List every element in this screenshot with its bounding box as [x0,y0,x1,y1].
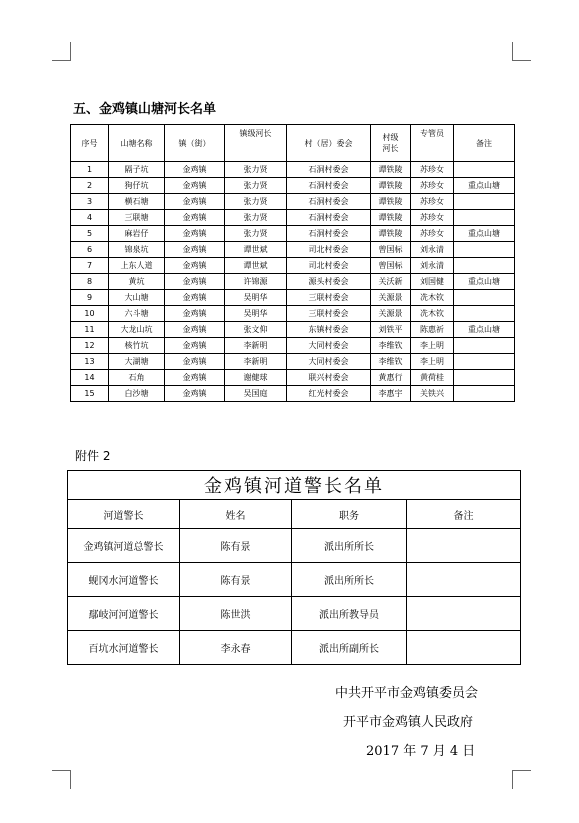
table-cell [454,306,515,322]
table-cell: 关源景 [371,306,411,322]
table-body [71,162,515,402]
crop-mark-top-right [512,42,531,61]
column-header: 备注 [454,125,515,162]
table-cell: 张力贤 [225,178,287,194]
table-cell: 大龙山坑 [109,322,165,338]
table-cell: 金鸡镇河道总警长 [68,529,180,563]
table-row [71,210,515,226]
table-cell: 金鸡镇 [165,274,225,290]
table-cell: 上东人道 [109,258,165,274]
table-cell: 司北村委会 [287,258,371,274]
table-cell: 9 [71,290,109,306]
table-cell [454,258,515,274]
table-cell [454,370,515,386]
table-cell: 重点山塘 [454,274,515,290]
crop-mark-top-left [52,42,71,61]
table-cell: 吴明华 [225,290,287,306]
table-cell: 刘永清 [411,242,454,258]
table-cell [407,631,521,665]
table-cell: 4 [71,210,109,226]
table-cell: 大湖塘 [109,354,165,370]
reservoir-river-chief-table [70,124,515,402]
table-cell: 三联塘 [109,210,165,226]
table-cell: 大山塘 [109,290,165,306]
column-header: 专管员 [411,125,454,162]
table-cell: 谭铁陵 [371,210,411,226]
table-row [71,370,515,386]
table-cell: 曾国标 [371,242,411,258]
table-row [71,290,515,306]
table-cell: 谭世斌 [225,258,287,274]
table-row [71,258,515,274]
table-row [71,338,515,354]
table-cell: 重点山塘 [454,322,515,338]
table-cell: 黄惠行 [371,370,411,386]
table-row [68,563,521,597]
table-row [68,631,521,665]
table-header-row [68,500,521,529]
table-cell [454,386,515,402]
table-cell: 14 [71,370,109,386]
crop-mark-bottom-right [512,770,531,789]
table-cell: 1 [71,162,109,178]
table-cell: 3 [71,194,109,210]
column-header: 村（居）委会 [287,125,371,162]
table-cell: 7 [71,258,109,274]
table-cell: 金鸡镇 [165,210,225,226]
table-title: 金鸡镇河道警长名单 [68,471,521,500]
table-cell: 关铁兴 [411,386,454,402]
table-row [68,529,521,563]
table-cell: 派出所副所长 [292,631,407,665]
table-cell: 6 [71,242,109,258]
table-cell: 谭铁陵 [371,226,411,242]
table-cell: 金鸡镇 [165,226,225,242]
table-row [71,162,515,178]
table-cell: 张文仰 [225,322,287,338]
table-cell: 李新明 [225,338,287,354]
table-cell: 关沃新 [371,274,411,290]
table-cell: 石角 [109,370,165,386]
table-cell [454,162,515,178]
table-cell: 5 [71,226,109,242]
table-cell: 横石塘 [109,194,165,210]
table-cell: 红光村委会 [287,386,371,402]
table-cell: 金鸡镇 [165,354,225,370]
table-cell: 李新明 [225,354,287,370]
column-header: 姓名 [180,500,292,529]
table-cell: 重点山塘 [454,178,515,194]
table-cell: 刘铁平 [371,322,411,338]
table-cell: 重点山塘 [454,226,515,242]
table-cell: 关源景 [371,290,411,306]
crop-mark-bottom-left [52,770,71,789]
table-cell: 张力贤 [225,194,287,210]
table-body [68,471,521,665]
table-row [68,597,521,631]
signature-org-government: 开平市金鸡镇人民政府 [343,715,474,730]
table-title-row [68,471,521,500]
table-cell: 谭铁陵 [371,178,411,194]
table-cell: 金鸡镇 [165,322,225,338]
column-header: 职务 [292,500,407,529]
table-cell: 许锦源 [225,274,287,290]
table-cell: 金鸡镇 [165,194,225,210]
column-header: 镇级河长 [225,125,287,162]
table-cell: 隔子坑 [109,162,165,178]
table-cell [454,194,515,210]
table-cell: 石洞村委会 [287,226,371,242]
signature-org-party-committee: 中共开平市金鸡镇委员会 [335,686,479,701]
table-cell: 石洞村委会 [287,178,371,194]
table-cell: 谭世斌 [225,242,287,258]
table-cell: 司北村委会 [287,242,371,258]
table-cell: 2 [71,178,109,194]
table-cell: 冼木钦 [411,306,454,322]
table-cell: 石洞村委会 [287,210,371,226]
table-cell: 陈有景 [180,529,292,563]
table-cell: 派出所所长 [292,529,407,563]
attachment-label: 附件 2 [75,449,111,463]
table-cell: 刘国健 [411,274,454,290]
table-cell: 苏珍女 [411,194,454,210]
table-cell: 李上明 [411,338,454,354]
table-cell: 三联村委会 [287,290,371,306]
table-cell: 8 [71,274,109,290]
table-cell: 冼木钦 [411,290,454,306]
table-cell: 12 [71,338,109,354]
table-cell: 金鸡镇 [165,370,225,386]
table-cell [454,290,515,306]
table-cell: 大同村委会 [287,354,371,370]
table-header-row [71,125,515,162]
table-cell: 苏珍女 [411,162,454,178]
table-cell: 苏珍女 [411,226,454,242]
table-cell: 谭铁陵 [371,162,411,178]
table-cell: 刘永清 [411,258,454,274]
table-cell: 李维钦 [371,338,411,354]
table-cell: 李永春 [180,631,292,665]
table-cell: 白沙塘 [109,386,165,402]
table-cell: 陈有景 [180,563,292,597]
signature-date: 2017 年 7 月 4 日 [366,744,476,759]
table-cell: 张力贤 [225,162,287,178]
table-cell: 金鸡镇 [165,258,225,274]
table-cell: 金鸡镇 [165,178,225,194]
table-cell: 李维钦 [371,354,411,370]
table-cell [454,210,515,226]
table-cell: 麻岩仔 [109,226,165,242]
table-cell: 三联村委会 [287,306,371,322]
table-cell: 金鸡镇 [165,386,225,402]
table-cell: 石洞村委会 [287,162,371,178]
table-cell: 吴明华 [225,306,287,322]
table-cell: 李上明 [411,354,454,370]
table-cell: 金鸡镇 [165,306,225,322]
table-cell: 核竹坑 [109,338,165,354]
column-header: 序号 [71,125,109,162]
table-cell: 曾国标 [371,258,411,274]
table-cell: 陈世洪 [180,597,292,631]
table-cell: 黄坑 [109,274,165,290]
table-cell: 源头村委会 [287,274,371,290]
column-header: 镇（街） [165,125,225,162]
table-cell: 吴国庭 [225,386,287,402]
table-cell: 谢健球 [225,370,287,386]
table-row [71,322,515,338]
table-row [71,386,515,402]
section-title: 五、金鸡镇山塘河长名单 [73,102,217,117]
table-cell: 谭铁陵 [371,194,411,210]
table-cell: 金鸡镇 [165,162,225,178]
table-cell: 派出所所长 [292,563,407,597]
table-row [71,178,515,194]
table-cell: 蚬冈水河道警长 [68,563,180,597]
table-cell: 金鸡镇 [165,338,225,354]
table-cell: 百坑水河道警长 [68,631,180,665]
table-cell: 13 [71,354,109,370]
table-cell: 派出所教导员 [292,597,407,631]
table-cell: 锦泉坑 [109,242,165,258]
table-cell [407,529,521,563]
column-header: 山塘名称 [109,125,165,162]
table-cell: 张力贤 [225,210,287,226]
table-cell [407,563,521,597]
table-cell: 张力贤 [225,226,287,242]
table-cell: 11 [71,322,109,338]
table-cell [454,354,515,370]
table-row [71,242,515,258]
table-cell: 陈惠祈 [411,322,454,338]
table-cell: 六斗塘 [109,306,165,322]
table-cell: 大同村委会 [287,338,371,354]
table-cell [454,338,515,354]
column-header: 村级河长 [371,125,411,162]
table-row [71,306,515,322]
table-cell: 李惠宇 [371,386,411,402]
table-cell: 苏珍女 [411,210,454,226]
river-police-chief-table [67,470,521,665]
table-cell: 鄢岐河河道警长 [68,597,180,631]
table-cell: 苏珍女 [411,178,454,194]
table-cell: 联兴村委会 [287,370,371,386]
table-cell: 金鸡镇 [165,242,225,258]
table-cell [454,242,515,258]
table-row [71,226,515,242]
table-cell: 石洞村委会 [287,194,371,210]
table-cell: 金鸡镇 [165,290,225,306]
column-header: 河道警长 [68,500,180,529]
table-cell: 黄荷桂 [411,370,454,386]
table-row [71,354,515,370]
table-cell [407,597,521,631]
table-row [71,274,515,290]
table-cell: 狗仔坑 [109,178,165,194]
column-header: 备注 [407,500,521,529]
table-cell: 15 [71,386,109,402]
table-cell: 10 [71,306,109,322]
table-cell: 东镇村委会 [287,322,371,338]
table-row [71,194,515,210]
